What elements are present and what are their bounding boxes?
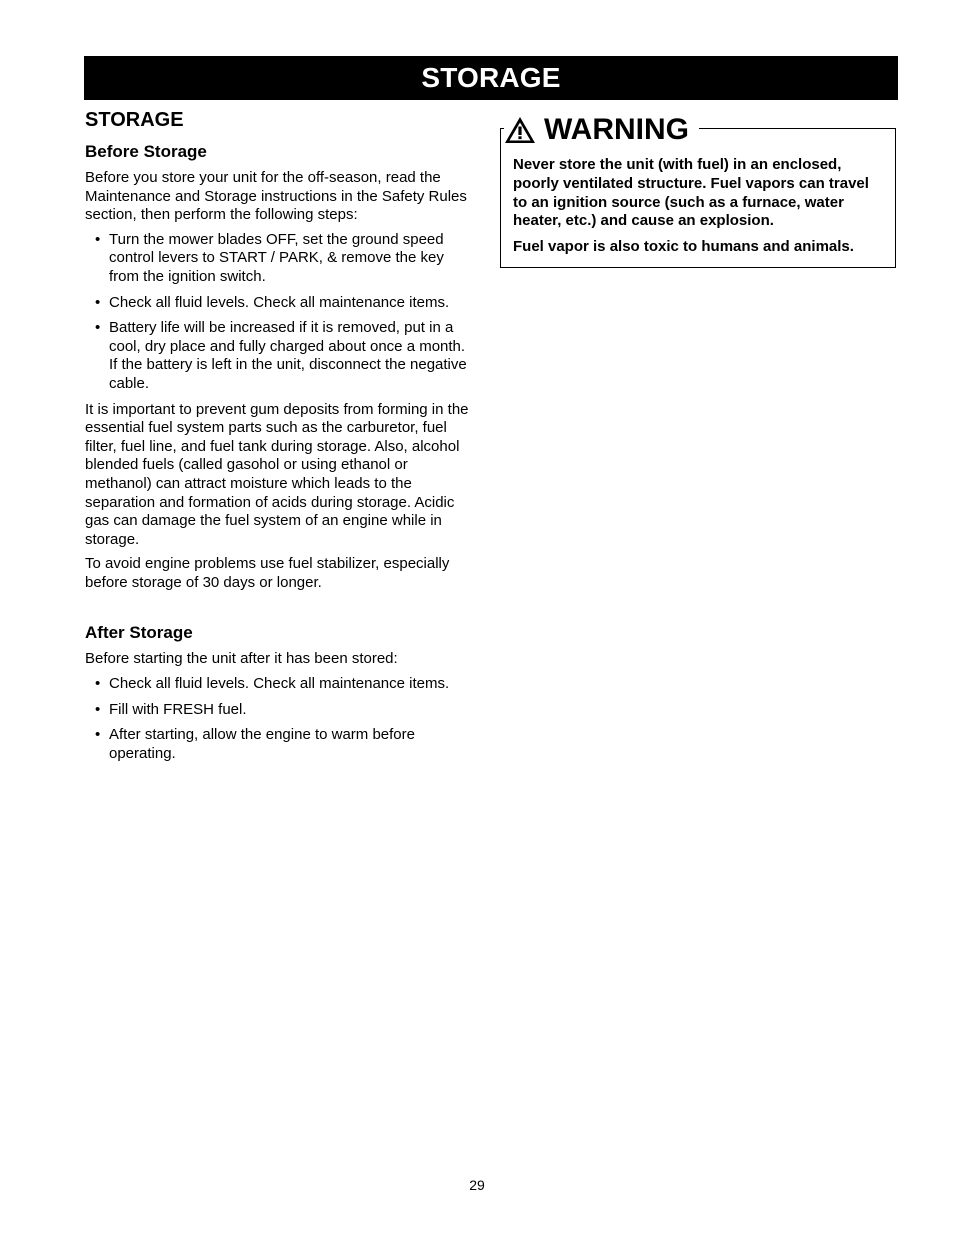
page-banner: STORAGE bbox=[84, 56, 898, 100]
bullet-icon: • bbox=[95, 726, 101, 744]
list-item: • Check all fluid levels. Check all maintenance items. bbox=[95, 293, 450, 311]
bullet-icon: • bbox=[95, 293, 101, 311]
before-storage-list bbox=[85, 231, 477, 394]
warning-paragraph: Fuel vapor is also toxic to humans and animals. bbox=[513, 238, 854, 256]
before-storage-intro: Before you store your unit for the off-season, read the Maintenance and Storage instructions in the Safety Rules section, then perform the following steps: bbox=[85, 169, 467, 224]
before-storage-heading: Before Storage bbox=[85, 142, 207, 161]
after-storage-list bbox=[85, 675, 477, 763]
warning-header bbox=[504, 110, 699, 150]
list-item: • Fill with FRESH fuel. bbox=[95, 700, 247, 718]
list-item: • Check all fluid levels. Check all maintenance items. bbox=[95, 675, 450, 693]
list-item: • Battery life will be increased if it is removed, put in a cool, dry place and fully charged about once a month. If the battery is left in the unit, disconnect the negative cable. bbox=[95, 319, 467, 392]
warning-label: WARNING bbox=[544, 113, 689, 146]
after-storage-heading: After Storage bbox=[85, 623, 193, 643]
bullet-icon: • bbox=[95, 675, 101, 693]
fuel-deposits-paragraph: It is important to prevent gum deposits from forming in the essential fuel system parts such as the carburetor, fuel filter, fuel line, and fuel tank during storage. Also, alcohol blended fuels (called gasohol or using ethanol or methanol) can attract moisture which leads to the separation and formation of acids during storage. Acidic gas can damage the fuel system of an engine while in storage. bbox=[85, 400, 469, 548]
warning-triangle-icon bbox=[504, 116, 536, 144]
page-number: 29 bbox=[469, 1177, 485, 1193]
section-title: STORAGE bbox=[85, 109, 184, 131]
list-item: • After starting, allow the engine to warm before operating. bbox=[95, 726, 415, 762]
after-storage-intro: Before starting the unit after it has been stored: bbox=[85, 650, 398, 668]
fuel-stabilizer-paragraph: To avoid engine problems use fuel stabilizer, especially before storage of 30 days or longer. bbox=[85, 555, 450, 591]
list-item: • Turn the mower blades OFF, set the ground speed control levers to START / PARK, & remove the key from the ignition switch. bbox=[95, 230, 444, 285]
bullet-icon: • bbox=[95, 319, 101, 337]
warning-paragraph: Never store the unit (with fuel) in an enclosed, poorly ventilated structure. Fuel vapors can travel to an ignition source (such as a furnace, water heater, etc.) and cause an explosion. bbox=[513, 156, 869, 230]
bullet-icon: • bbox=[95, 700, 101, 718]
left-column bbox=[85, 108, 477, 770]
warning-text bbox=[513, 156, 883, 264]
bullet-icon: • bbox=[95, 230, 101, 248]
